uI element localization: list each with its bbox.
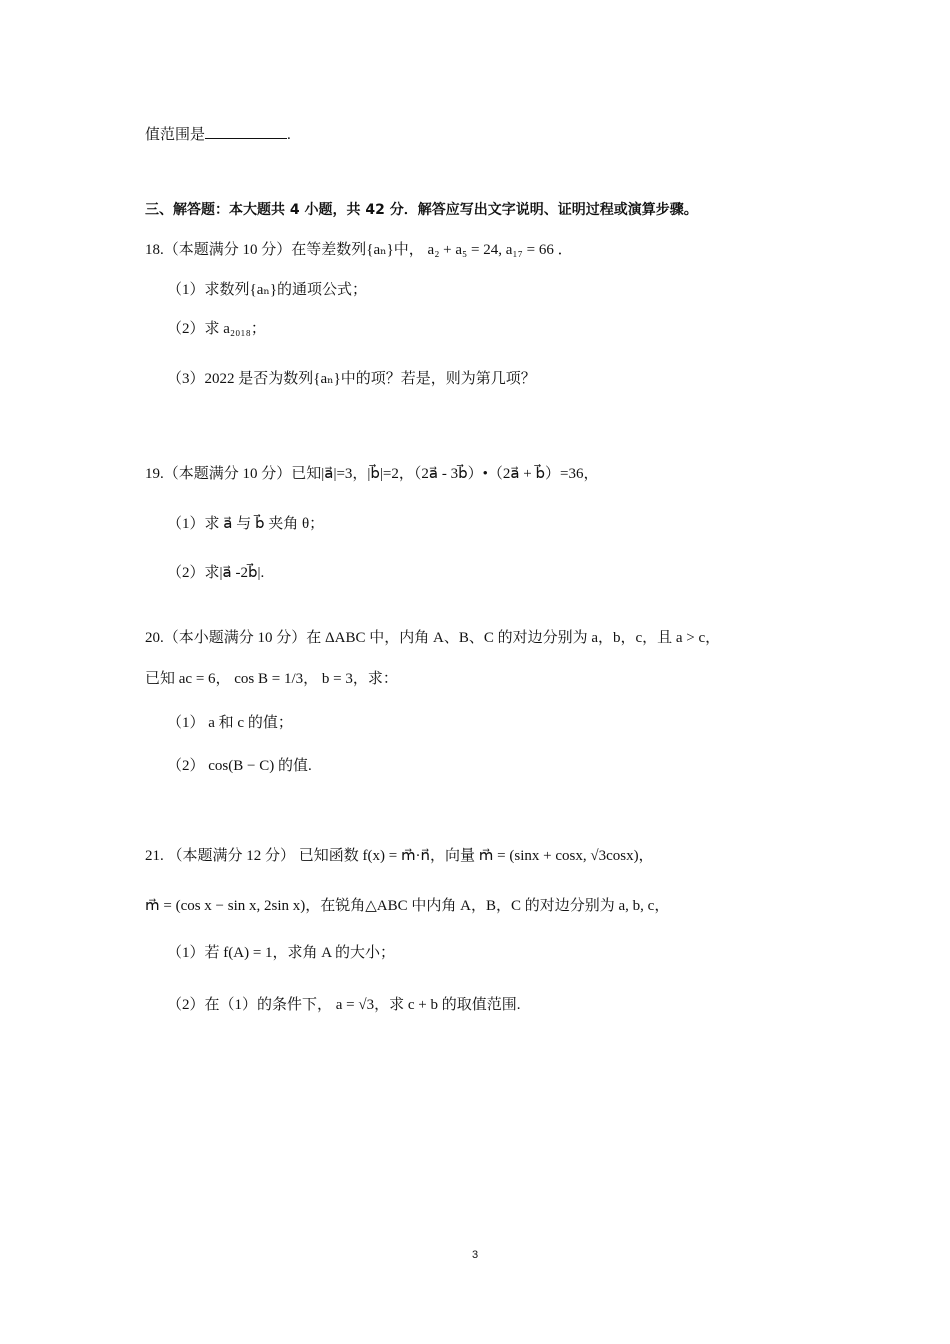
question-21-part-1: （1）若 f(A) = 1，求角 A 的大小；	[167, 945, 396, 961]
question-20-part-1: （1） a 和 c 的值；	[167, 715, 293, 731]
header-fragment	[145, 124, 291, 145]
question-18-part-2: （2）求 a₂₀₁₈；	[167, 321, 266, 337]
page-number: 3	[471, 1249, 479, 1261]
question-20-stem: 20.（本小题满分 10 分）在 ΔABC 中，内角 A、B、C 的对边分别为 a，b，c，且 a > c，	[145, 630, 721, 646]
section-heading: 三、解答题：本大题共 4 小题，共 42 分．解答应写出文字说明、证明过程或演算步骤。	[145, 202, 698, 218]
answer-blank	[205, 124, 287, 139]
question-18-stem: 18.（本题满分 10 分）在等差数列{aₙ}中， a₂ + a₅ = 24, a₁₇ = 66 ．	[145, 242, 573, 258]
question-21-part-2: （2）在（1）的条件下， a = √3，求 c + b 的取值范围.	[167, 997, 521, 1013]
question-20-part-2: （2） cos(B − C) 的值.	[167, 758, 312, 774]
question-21-stem: 21. （本题满分 12 分） 已知函数 f(x) = m⃗·n⃗，向量 m⃗ = (sinx + cosx, √3cosx)，	[145, 848, 654, 864]
question-18-part-1: （1）求数列{aₙ}的通项公式；	[167, 282, 368, 298]
question-19-stem: 19.（本题满分 10 分）已知|a⃗|=3，|b⃗|=2，（2a⃗ - 3b⃗）•（2a⃗ + b⃗）=36，	[145, 466, 599, 482]
question-18-part-3: （3）2022 是否为数列{aₙ}中的项？若是，则为第几项？	[167, 371, 536, 387]
question-19-part-1: （1）求 a⃗ 与 b⃗ 夹角 θ；	[167, 516, 325, 532]
question-19-part-2: （2）求|a⃗ -2b⃗|.	[167, 565, 265, 581]
question-20-given: 已知 ac = 6， cos B = 1/3， b = 3，求：	[145, 671, 398, 687]
header-fragment-tail: .	[287, 127, 291, 143]
question-21-given: m⃗ = (cos x − sin x, 2sin x)，在锐角△ABC 中内角 A，B，C 的对边分别为 a, b, c，	[145, 898, 670, 914]
header-fragment-text: 值范围是	[145, 127, 206, 143]
